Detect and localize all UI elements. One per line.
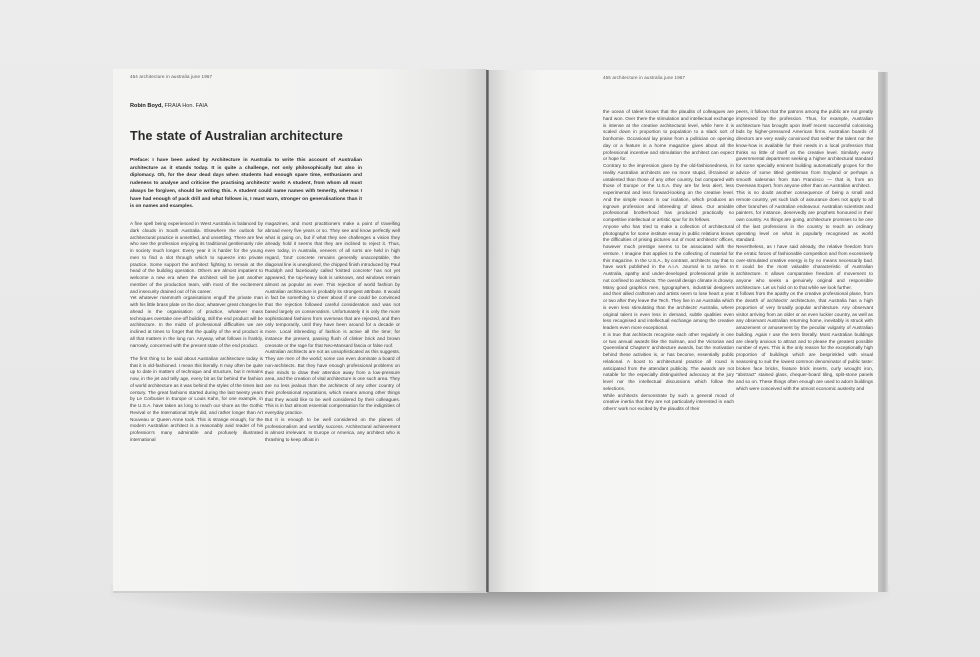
paragraph: Anyone who has tried to make a collection of architectural photographs for some institute essay in public relations knows the difficulties of prising pictures out of most architects' offices, however much prestige seems to be associated with the venture. I imagine that applies to the collecting of material for this magazine. In the U.S.A., by contrast, architects say that to have work published in the A.I.A. Journal is to arrive. In Australia, apathy and under-developed professional pride is not confined to architects. The overall design climate is drowsy. Many good graphics men, typographers, industrial designers and their allied craftsmen and artists seem to lose heart a year or two after they leave the Tech. They live in an Australia which is even less stimulating than the architects' Australia, where original talent is even less in demand, subtle qualities even less recognised and intellectual exchange among the creative leaders even more exceptional. (603, 223, 734, 330)
author-byline (130, 103, 208, 109)
paragraph: A fine spell being experienced in West Australia is balanced by dark clouds in South Australia. Elsewhere the outlook for architectural practice is unsettled, and unsettling. There are few who see the profession enjoying its traditional gentlemanly role in society much longer. Every year it is harder for the young men to find a slot through which to squeeze into private practice. Some support the architect fighting to remain at the head of the building operation. Others are almost impatient to welcome a new era when the architect will be just another member of the production team, with most of the excitement and insecurity drained out of his career. (130, 221, 263, 294)
paragraph: peers, it follows that the patrons among the public are not greatly impressed by the profession. Thus, for example, Australian architecture has brought upon itself recent successful colonising bids by higher-pressured American firms. Australian boards of directors are very easily convinced that neither the talent nor the know-how is available for their needs in a local profession that thinks so little of itself on the creative level. Similarly every governmental department seeking a higher architectural standard for some specially eminent building automatically gropes for the advice of some titled gentleman from England or perhaps a smooth salesman from San Francisco — that is, from an Overseas Expert, from anyone other than an Australian architect. (736, 109, 873, 189)
running-head-left: 454 architecture in australia june 1967 (130, 74, 213, 79)
paragraph: Nevertheless, as I have said already, the relative freedom from the erratic forces of fashionable competition and from excessively over-stimulated creative energy is by no means necessarily bad. It could be the most valuable characteristic of Australian architecture. It allows comparative freedom of movement to anyone who seeks a genuinely original and responsible architecture. Let us hold on to that while we look further. (736, 244, 873, 290)
preface: Preface: I have been asked by Architecture in Australia to write this account of Australian architecture as it stands today. It is quite a challenge, not only philosophically but also in diplomacy. Oh, for the dear dead days when students had enough spare time, enthusiasm and rudeness to analyse and criticise the practising architects' work! A student, from whom all must always be forgiven, should be writing this. A student could name names with temerity, whereas I have had enough of pack drill and what follows is, I must warn, stronger on generalisations than it is on names and examples. (130, 158, 362, 210)
paragraph: The first thing to be said about Australian architecture today is that it is old-fashioned. I mean this literally. It may often be quite up to date in matters of technique and structure, but it remains now, in the jet and telly age, every bit as far behind the fashion of world architecture as it was behind the styles of the times last century. The great fashions started during the last twenty years by Le Corbusier in Europe or Louis Kahn, for one example, in the U.S.A. have taken as long to reach our shore as the Gothic Revival or the International Style did, and rather longer than Art Nouveau or Queen Anne took. This is strange enough, for the modern Australian architect is a reasonably avid reader of his profession's many admirable and profusely illustrated international (130, 355, 263, 442)
paragraph: Australian architects are not as unsophisticated as this suggests. They are men of the world; some can even dominate a board of non-architects. But they have enough professional problems on their minds to draw their attention away from a low-pressure area, and the creation of vital architecture is one such area. They are no less jealous than the architects of any other country of their professional reputations, which means among other things that they would like to be well considered by their colleagues. This is in fact almost essential compensation for the indignities of everyday practice. (265, 349, 400, 415)
paragraph: Yet whatever mammoth organisations engulf the private man with his little brass plate on the door, whatever great changes lie ahead in the organisation of practice, whatever mass techniques overtake one-off building, still the end product will be architecture. In the midst of professional difficulties we are inclined at times to forget that the quality of the end product is all that matters in the long run. Anyway, what follows is frankly, narrowly, concerned with the present state of the end product. (130, 295, 263, 348)
article-title: The state of Australian architecture (130, 129, 343, 143)
left-column-1 (130, 221, 263, 444)
paragraph: the ocean of talent knows that the plaudits of colleagues are hard won. Over there the stimulation and intellectual exchange is intense at the creative architectural level, while here it is scaled down in proportion to population to a slack sort of bonhomie. Occasional lay praise from a politician on opening day or a feature in a home magazine gives about all the professional incentive and stimulation the architect can expect or hope for. (603, 109, 734, 162)
running-head-right: 455 architecture in australia june 1967 (603, 75, 686, 80)
paragraph: Contrary to the impression given by the old-fashionedness, in reality Australian architects are no more stupid, ill-trained or untalented than those of any other country, but compared with those of Europe or the U.S.A. they are far less alert, less experimental and less forward-looking on the creative level. And the simple reason is our isolation, which produces an ingrown profession and inbreeding of ideas. Our amiable professional brotherhood has produced practically no competitive intellectual or artistic spur for its fellows. (603, 163, 734, 222)
left-page (113, 69, 487, 593)
right-page (488, 70, 878, 592)
paragraph: This is no doubt another consequence of being a small and remote country, yet such lack of assurance does not apply to all other branches of Australian endeavour. Australian scientists and painters, for instance, deservedly are prophets honoured in their own country. As things are going, architecture promises to be one of the last professions in the country to reach an ordinary operating level on what is popularly recognised as world standard. (736, 190, 873, 243)
page-stack-edge (878, 72, 888, 592)
paragraph: While architects demonstrate by such a general mood of creative inertia that they are not particularly interested in each others' work nor excited by the plaudits of their (603, 392, 734, 411)
author-credentials: FRAIA Hon. FAIA (164, 103, 208, 109)
paragraph: But it is enough to be well considered on the planes of professionalism and worldly success. Architectural achievement is almost irrelevant. In Europe or America, any architect who is thrashing to keep afloat in (265, 416, 400, 442)
spine-fold (486, 70, 489, 592)
author-name: Robin Boyd, (130, 103, 163, 109)
left-column-2 (265, 221, 400, 444)
paragraph: It is true that architects recognise each other regularly in one or two annual awards like the Sulman, and the Victorian and Queensland Chapters' architecture awards, but the motivation behind these activities is, or has become, essentially public relational. A boost to architectural practice all round is anticipated from the attendant publicity. The awards are not notable for the especially distinguished advocacy at the jury level nor the intellectual discussions which follow the selections. (603, 331, 734, 391)
right-column-2 (736, 109, 873, 393)
paragraph: It follows from the apathy on the creative professional plane, from the dearth of architects' architecture, that Australia has a high proportion of very broadly popular architecture. Any observant visitor arriving from an older or an even luckier country, as well as any observant Australian returning home, inevitably is struck with amazement or amusement by the peculiar vulgarity of Australian building. Again I use the term literally. Most Australian buildings are clearly anxious to attract and to please the greatest possible number of eyes. This is the only reason for the exceptionally high proportion of buildings which are besprinkled with visual seasoning to suit the lowest common denominator of public taste: broken face bricks, feature brick inserts, curly wrought iron, ''abstract'' stained glass, chequer-board tiling, split-stone panels and so on. These things often enough are used to adorn buildings which were conceived with the utmost economic austerity and (736, 291, 873, 391)
right-column-1 (603, 109, 734, 413)
paragraph: magazines, and most practitioners make a point of travelling abroad every five years or so. They see and know perfectly well what is going on, but if what they see challenges a vision they already hold it seems that they are inclined to reject it. Thus, even today, in Australia, veneers of all sorts are held in high regard, 'brut' concrete remains generally unacceptable, the diagonal line is unexplored, the chipped finish introduced by Paul Rudolph and facetiously called 'knitted concrete' has not yet appeared, the top-heavy look is unknown, and windows remain almost as popular as ever. This rejection of world fashion by Australian architecture is probably its strongest attribute. It would in fact be something to cheer about if one could be convinced that the rejection followed careful consideration and was not based largely on conservatism. Unfortunately it is only the more sophisticated fashions from overseas that are rejected, and then only temporarily, until they have been around for a decade or more. Local inbreeding of fashion is active all the time; for instance the present, passing flush of clinker brick and brown creosote or the rage for that Neo-Mansard fascia or false roof. (265, 221, 400, 348)
